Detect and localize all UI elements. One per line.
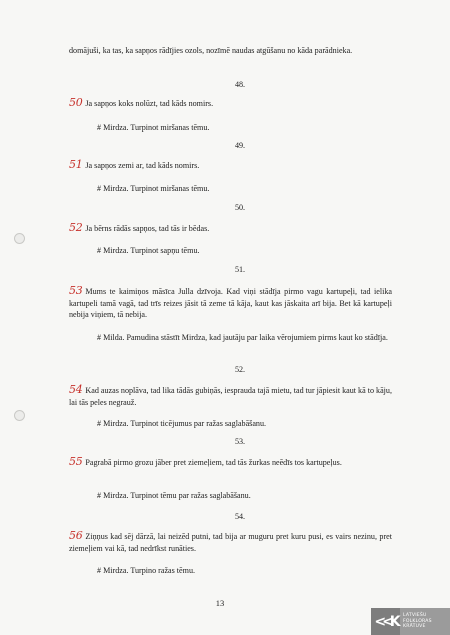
- entry-text: 54 Kad auzas noplāva, tad lika tādās gubiņās, iesprauda tajā mietu, tad tur jāpiesit kaut kā to kāju, lai tās peles negrauž.: [69, 383, 392, 407]
- entry-number: 52.: [234, 365, 246, 374]
- handwritten-mark: 52: [69, 221, 83, 234]
- entry-note: # Mirdza. Turpinot miršanas tēmu.: [97, 123, 210, 132]
- entry-text: 51 Ja sapņos zemi ar, tad kāds nomirs.: [69, 158, 200, 171]
- handwritten-mark: 56: [69, 529, 83, 542]
- archive-logo: [371, 608, 450, 635]
- handwritten-mark: 54: [69, 383, 83, 396]
- logo-icon: <<K: [371, 608, 400, 635]
- entry-number: 51.: [234, 265, 246, 274]
- entry-number: 50.: [234, 203, 246, 212]
- page-number: 13: [215, 598, 225, 608]
- handwritten-mark: 53: [69, 284, 83, 297]
- handwritten-mark: 50: [69, 96, 83, 109]
- entry-text: 55 Pagrabā pirmo grozu jāber pret ziemeļiem, tad tās žurkas neēdīs tos kartupeļus.: [69, 455, 342, 468]
- entry-number: 49.: [234, 141, 246, 150]
- entry-number: 54.: [234, 512, 246, 521]
- intro-paragraph: domājuši, ka tas, ka sapņos rādījies ozols, nozīmē naudas atgūšanu no kāda parādnieka.: [69, 46, 353, 55]
- entry-number: 53.: [234, 437, 246, 446]
- entry-note: # Mirdza. Turpinot miršanas tēmu.: [97, 184, 210, 193]
- entry-note: # Mirdza. Turpinot tēmu par ražas saglabāšanu.: [97, 491, 251, 500]
- entry-note: # Mirdza. Turpinot ticējumus par ražas saglabāšanu.: [97, 419, 267, 428]
- handwritten-mark: 51: [69, 158, 83, 171]
- entry-text: 53 Mums te kaimiņos māsīca Julla dzīvoja. Kad viņi stādīja pirmo vagu kartupeļi, tad ielika kartupeli tamā vagā, tad trīs reizes jāsit tā zeme tā kāja, kaut kas jāskaita arī bija. Bet kā kartupeļi nebija viņiem, tā nebija.: [69, 284, 392, 320]
- entry-text: 50 Ja sapņos koks nolūzt, tad kāds nomirs.: [69, 96, 214, 109]
- entry-number: 48.: [234, 80, 246, 89]
- entry-note: # Milda. Pamudina stāstīt Mirdza, kad jautāju par laika vērojumiem pirms kaut ko stādīja.: [97, 333, 388, 342]
- entry-note: # Mirdza. Turpino ražas tēmu.: [97, 566, 196, 575]
- entry-text: 52 Ja bērns rādās sapņos, tad tās ir bēdas.: [69, 221, 210, 234]
- handwritten-mark: 55: [69, 455, 83, 468]
- entry-text: 56 Ziņņus kad sēj dārzā, lai neizēd putni, tad bija ar muguru pret kuru pusi, es vairs nezinu, pret ziemeļiem vai kā, tad nedrīkst runāties.: [69, 529, 392, 553]
- entry-note: # Mirdza. Turpinot sapņu tēmu.: [97, 246, 200, 255]
- punch-hole: [14, 410, 25, 421]
- punch-hole: [14, 233, 25, 244]
- logo-wordmark: LATVIEŠU FOLKLORAS KRĀTUVE: [403, 613, 432, 630]
